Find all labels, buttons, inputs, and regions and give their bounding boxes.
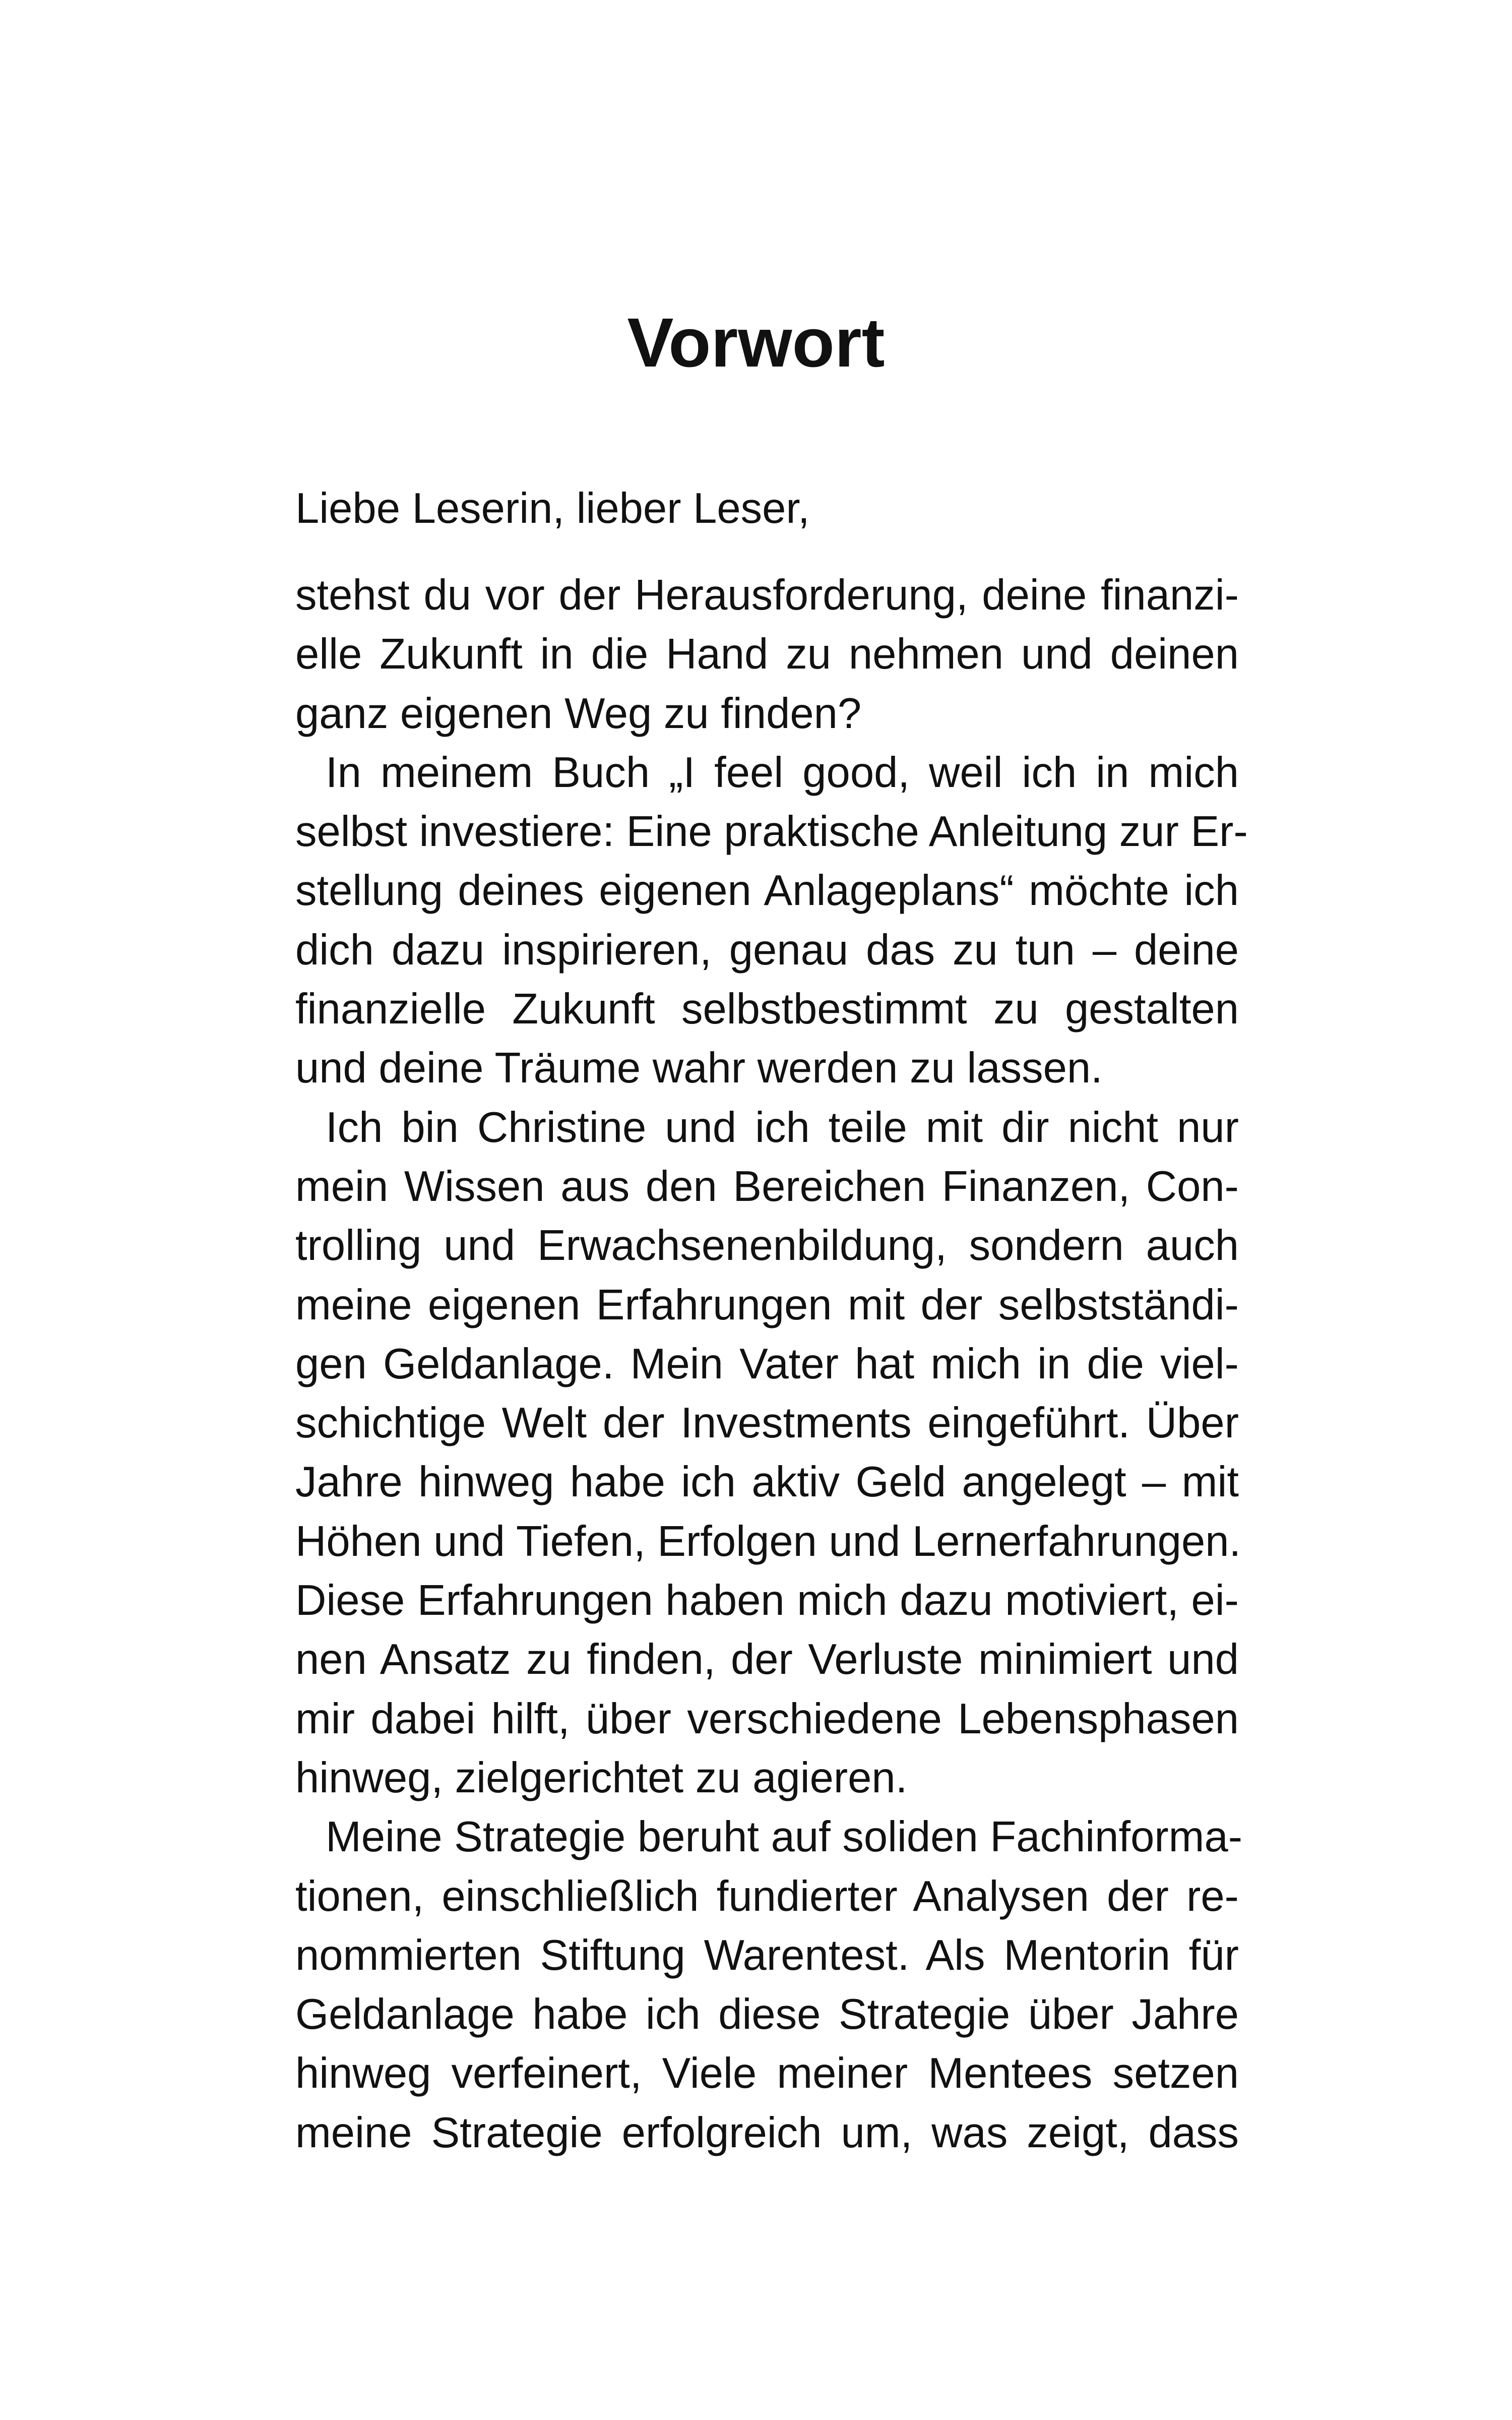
text-line: Ich bin Christine und ich teile mit dir nicht nur <box>326 1103 1239 1152</box>
paragraph-2 <box>295 743 1248 1098</box>
text-line: dich dazu inspirieren, genau das zu tun – deine <box>295 926 1239 974</box>
text-line: Jahre hinweg habe ich aktiv Geld angelegt – mit <box>295 1458 1239 1506</box>
text-line: schichtige Welt der Investments eingeführt. Über <box>295 1399 1239 1447</box>
text-line: stehst du vor der Herausforderung, deine finanzi- <box>295 571 1239 619</box>
text-line: meine eigenen Erfahrungen mit der selbstständi- <box>295 1281 1239 1329</box>
body-text <box>295 479 1248 2162</box>
text-line: tionen, einschließlich fundierter Analysen der re- <box>295 1872 1239 1920</box>
text-line: und deine Träume wahr werden zu lassen. <box>295 1044 1103 1093</box>
paragraph-1 <box>295 566 1239 743</box>
text-line: nommierten Stiftung Warentest. Als Mentorin für <box>295 1931 1239 1979</box>
text-line: hinweg verfeinert, Viele meiner Mentees setzen <box>295 2049 1239 2098</box>
text-line: selbst investiere: Eine praktische Anleitung zur Er- <box>295 808 1248 856</box>
text-line: In meinem Buch „I feel good, weil ich in mich <box>326 748 1239 797</box>
text-line: hinweg, zielgerichtet zu agieren. <box>295 1753 908 1802</box>
text-line: mein Wissen aus den Bereichen Finanzen, Con- <box>295 1162 1239 1211</box>
text-line: mir dabei hilft, über verschiedene Lebensphasen <box>295 1695 1239 1743</box>
text-line: nen Ansatz zu finden, der Verluste minimiert und <box>295 1636 1239 1684</box>
paragraph-4 <box>295 1807 1243 2162</box>
text-line: stellung deines eigenen Anlageplans“ möchte ich <box>295 867 1239 915</box>
text-line: finanzielle Zukunft selbstbestimmt zu gestalten <box>295 985 1239 1034</box>
salutation: Liebe Leserin, lieber Leser, <box>295 485 810 532</box>
text-line: Diese Erfahrungen haben mich dazu motiviert, ei- <box>295 1577 1239 1625</box>
chapter-title: Vorwort <box>627 304 885 382</box>
text-line: elle Zukunft in die Hand zu nehmen und deinen <box>295 630 1239 679</box>
text-line: ganz eigenen Weg zu finden? <box>295 689 862 738</box>
text-line: Höhen und Tiefen, Erfolgen und Lernerfahrungen. <box>295 1517 1241 1565</box>
text-line: Meine Strategie beruht auf soliden Fachinforma- <box>326 1813 1243 1861</box>
text-line: gen Geldanlage. Mein Vater hat mich in die viel- <box>295 1340 1239 1388</box>
paragraph-3 <box>295 1098 1239 1808</box>
text-line: Geldanlage habe ich diese Strategie über Jahre <box>295 1990 1239 2039</box>
text-line: trolling und Erwachsenenbildung, sondern auch <box>295 1222 1239 1270</box>
text-line: meine Strategie erfolgreich um, was zeigt, dass <box>295 2108 1239 2157</box>
